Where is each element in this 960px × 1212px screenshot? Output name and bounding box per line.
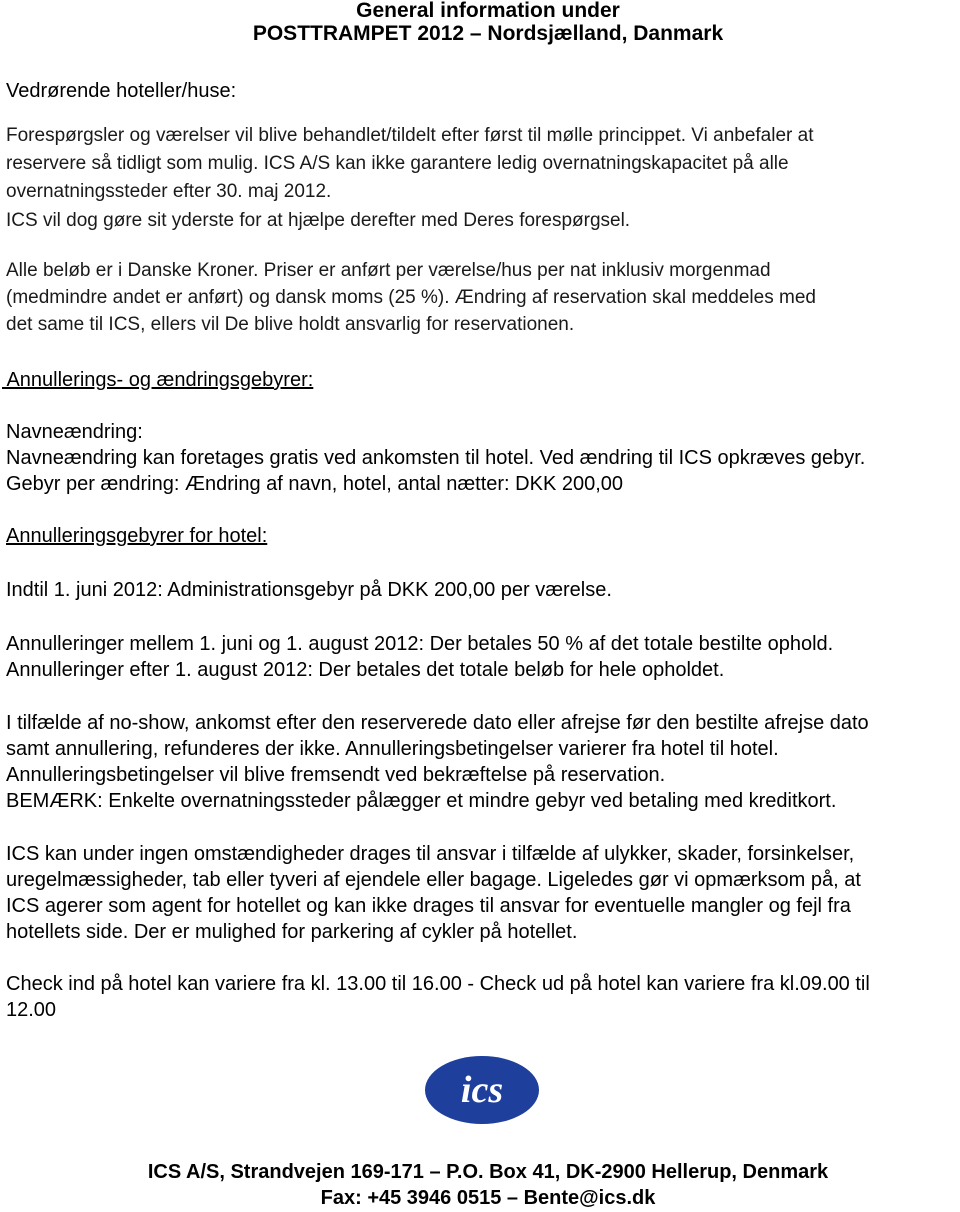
prices-line: Alle beløb er i Danske Kroner. Priser er anført per værelse/hus per nat inklusiv morgenmad bbox=[6, 260, 771, 281]
intro-line: Forespørgsler og værelser vil blive behandlet/tildelt efter først til mølle princippet. Vi anbefaler at bbox=[6, 125, 814, 146]
checkin-line: 12.00 bbox=[6, 999, 57, 1021]
noshow-line: I tilfælde af no-show, ankomst efter den reserverede dato eller afrejse før den bestilte afrejse dato bbox=[6, 712, 869, 734]
prices-line: (medmindre andet er anført) og dansk moms (25 %). Ændring af reservation skal meddeles med bbox=[6, 287, 816, 308]
name-change-label: Navneændring: bbox=[6, 421, 143, 443]
cancellation-line: Annulleringer efter 1. august 2012: Der betales det totale beløb for hele opholdet. bbox=[6, 659, 725, 681]
cancellation-heading: Annulleringsgebyrer for hotel: bbox=[6, 525, 268, 547]
section-title: Vedrørende hoteller/huse: bbox=[6, 80, 237, 102]
prices-line: det same til ICS, ellers vil De blive holdt ansvarlig for reservationen. bbox=[6, 314, 575, 335]
liability-line: ICS agerer som agent for hotellet og kan ikke drages til ansvar for eventuelle mangler og fejl fra bbox=[6, 895, 851, 917]
name-change-line: Navneændring kan foretages gratis ved ankomsten til hotel. Ved ændring til ICS opkræves gebyr. bbox=[6, 447, 866, 469]
liability-line: uregelmæssigheder, tab eller tyveri af ejendele eller bagage. Ligeledes gør vi opmærksom på, at bbox=[6, 869, 861, 891]
liability-line: hotellets side. Der er mulighed for parkering af cykler på hotellet. bbox=[6, 921, 578, 943]
header-subtitle: POSTTRAMPET 2012 – Nordsjælland, Danmark bbox=[252, 22, 724, 45]
noshow-line: Annulleringsbetingelser vil blive fremsendt ved bekræftelse på reservation. bbox=[6, 764, 666, 786]
footer-address: ICS A/S, Strandvejen 169-171 – P.O. Box 41, DK-2900 Hellerup, Denmark bbox=[147, 1161, 829, 1183]
name-change-line: Gebyr per ændring: Ændring af navn, hotel, antal nætter: DKK 200,00 bbox=[6, 473, 624, 495]
ics-logo bbox=[424, 1055, 540, 1125]
checkin-line: Check ind på hotel kan variere fra kl. 13.00 til 16.00 - Check ud på hotel kan variere fra kl.09.00 til bbox=[6, 973, 870, 995]
intro-line: overnatningssteder efter 30. maj 2012. bbox=[6, 181, 332, 202]
noshow-line: samt annullering, refunderes der ikke. Annulleringsbetingelser varierer fra hotel til hotel. bbox=[6, 738, 779, 760]
footer-contact: Fax: +45 3946 0515 – Bente@ics.dk bbox=[320, 1187, 656, 1209]
cancellation-line: Annulleringer mellem 1. juni og 1. august 2012: Der betales 50 % af det totale bestilte ophold. bbox=[6, 633, 834, 655]
fees-heading: Annullerings- og ændringsgebyrer: bbox=[2, 369, 314, 391]
until-line: Indtil 1. juni 2012: Administrationsgebyr på DKK 200,00 per værelse. bbox=[6, 579, 612, 601]
noshow-line: BEMÆRK: Enkelte overnatningssteder pålægger et mindre gebyr ved betaling med kreditkort. bbox=[6, 790, 837, 812]
liability-line: ICS kan under ingen omstændigheder drages til ansvar i tilfælde af ulykker, skader, forsinkelser, bbox=[6, 843, 855, 865]
intro-line: ICS vil dog gøre sit yderste for at hjælpe derefter med Deres forespørgsel. bbox=[6, 210, 631, 231]
header-title: General information under bbox=[356, 0, 620, 22]
logo-text: ics bbox=[460, 1069, 504, 1111]
intro-line: reservere så tidligt som mulig. ICS A/S kan ikke garantere ledig overnatningskapacitet på alle bbox=[6, 153, 789, 174]
